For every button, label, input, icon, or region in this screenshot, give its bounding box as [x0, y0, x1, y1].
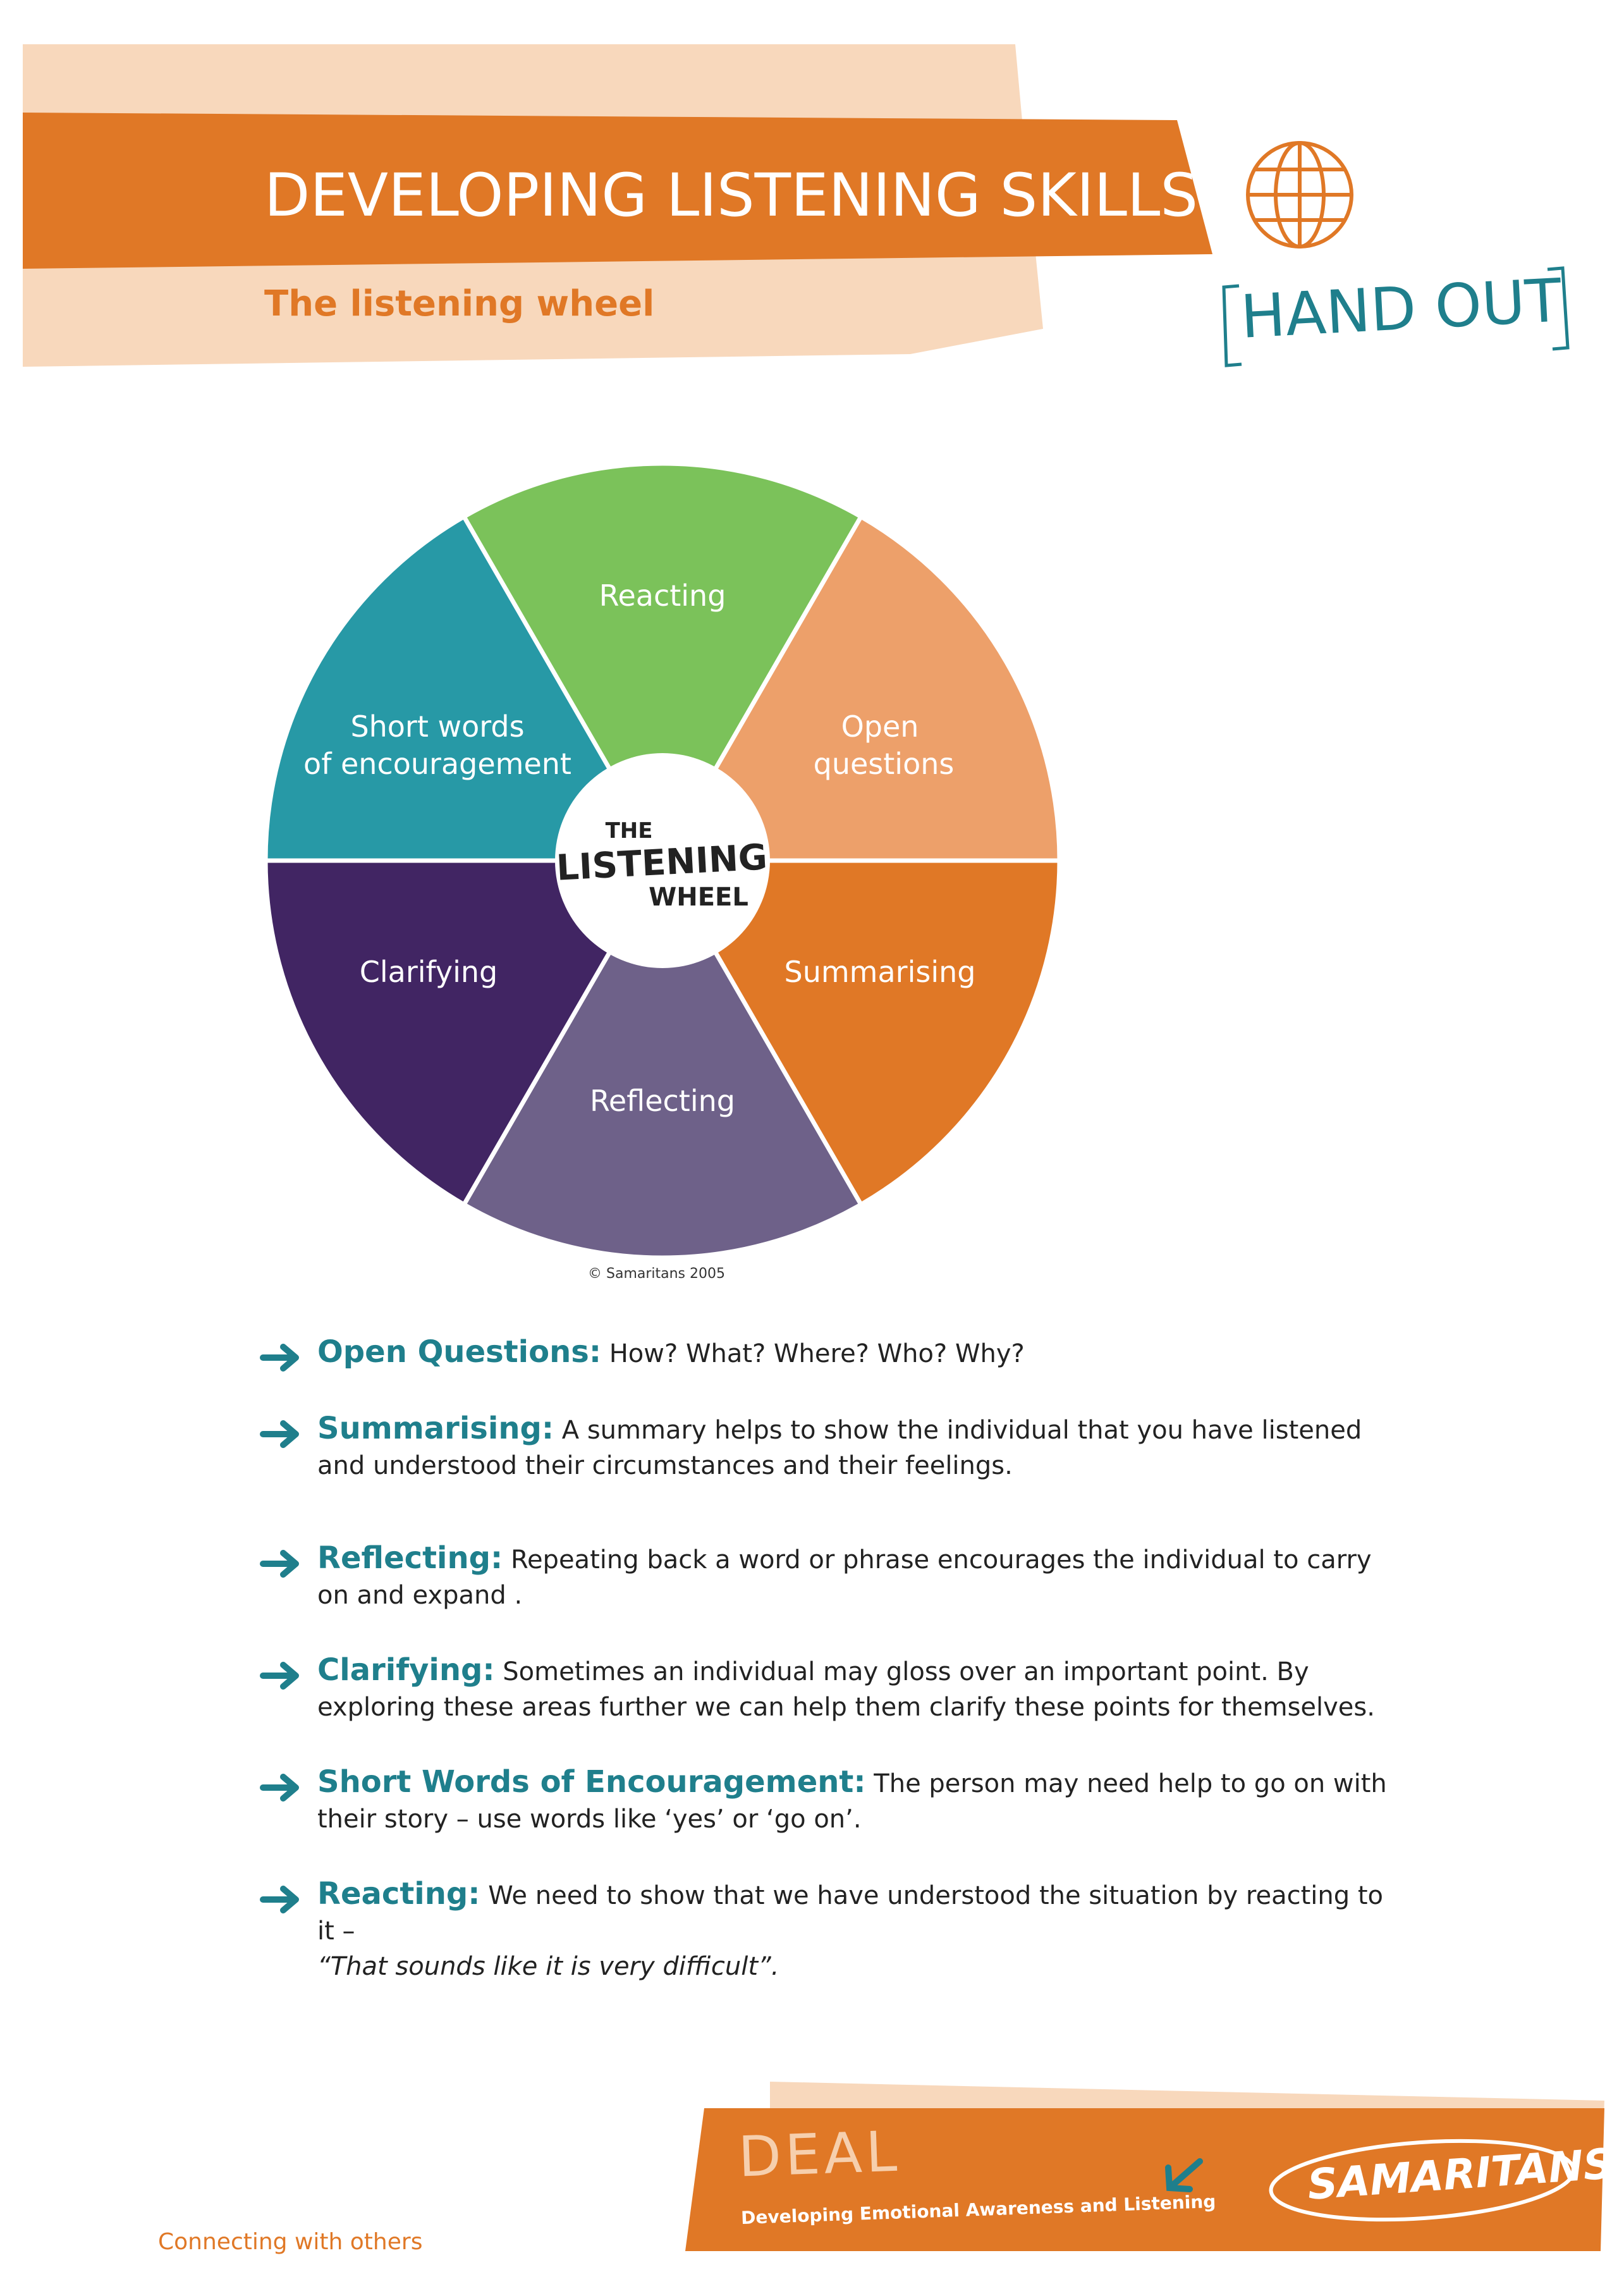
center-line-listening: LISTENING [555, 837, 769, 889]
deal-logo: DEAL [737, 2118, 902, 2190]
item-text: Repeating back a word or phrase encourages the individual to carry on and expand . [317, 1545, 1372, 1610]
label-reacting: Reacting [599, 579, 726, 613]
item-title: Short Words of Encouragement: [317, 1764, 866, 1800]
item-title: Summarising: [317, 1411, 554, 1446]
globe-icon [1248, 143, 1352, 247]
deal-subtitle: Developing Emotional Awareness and Listening [740, 2190, 1216, 2229]
arrow-right-icon [259, 1420, 302, 1449]
item-text: A summary helps to show the individual that you have listened and understood their circumstances and their feelings. [317, 1416, 1362, 1480]
list-item-short-words [259, 1764, 1397, 1837]
item-quote: “That sounds like it is very difficult”. [317, 1952, 779, 1981]
skills-list [259, 1334, 1397, 2023]
samaritans-logo: SAMARITANS [1305, 2139, 1615, 2209]
item-title: Open Questions: [317, 1334, 602, 1370]
list-item-summarising [259, 1411, 1397, 1483]
label-clarifying: Clarifying [359, 955, 498, 989]
label-reflecting: Reflecting [590, 1084, 735, 1118]
arrow-right-icon [259, 1885, 302, 1914]
label-short-line2: of encouragement [303, 747, 571, 781]
item-text: The person may need help to go on with their story – use words like ‘yes’ or ‘go on’. [317, 1769, 1387, 1834]
item-title: Reflecting: [317, 1540, 503, 1576]
center-line-the: THE [605, 818, 653, 844]
list-item-reflecting [259, 1540, 1397, 1613]
handout-label: HAND OUT [1239, 266, 1563, 352]
list-item-open-questions [259, 1334, 1397, 1372]
item-text: Sometimes an individual may gloss over an important point. By exploring these areas further we can help them clarify these points for themselves. [317, 1657, 1375, 1722]
list-item-reacting [259, 1876, 1397, 1984]
item-title: Reacting: [317, 1876, 480, 1912]
wheel-copyright: © Samaritans 2005 [588, 1266, 726, 1282]
listening-wheel [266, 463, 1059, 1258]
arrow-right-icon [259, 1343, 302, 1372]
arrow-right-icon [259, 1773, 302, 1802]
item-title: Clarifying: [317, 1652, 495, 1688]
list-item-clarifying [259, 1652, 1397, 1725]
page-title: DEVELOPING LISTENING SKILLS [264, 161, 1199, 230]
label-open-line2: questions [813, 747, 955, 781]
footer-tagline: Connecting with others [158, 2229, 423, 2255]
label-summarising: Summarising [784, 955, 976, 989]
arrow-right-icon [259, 1661, 302, 1690]
center-line-wheel: WHEEL [649, 883, 748, 912]
item-text: We need to show that we have understood the situation by reacting to it – [317, 1881, 1383, 1946]
page-subtitle: The listening wheel [264, 283, 655, 324]
arrow-right-icon [259, 1549, 302, 1578]
label-open-line1: Open [841, 709, 919, 744]
item-text: How? What? Where? Who? Why? [601, 1339, 1025, 1368]
label-short-line1: Short words [350, 709, 525, 744]
